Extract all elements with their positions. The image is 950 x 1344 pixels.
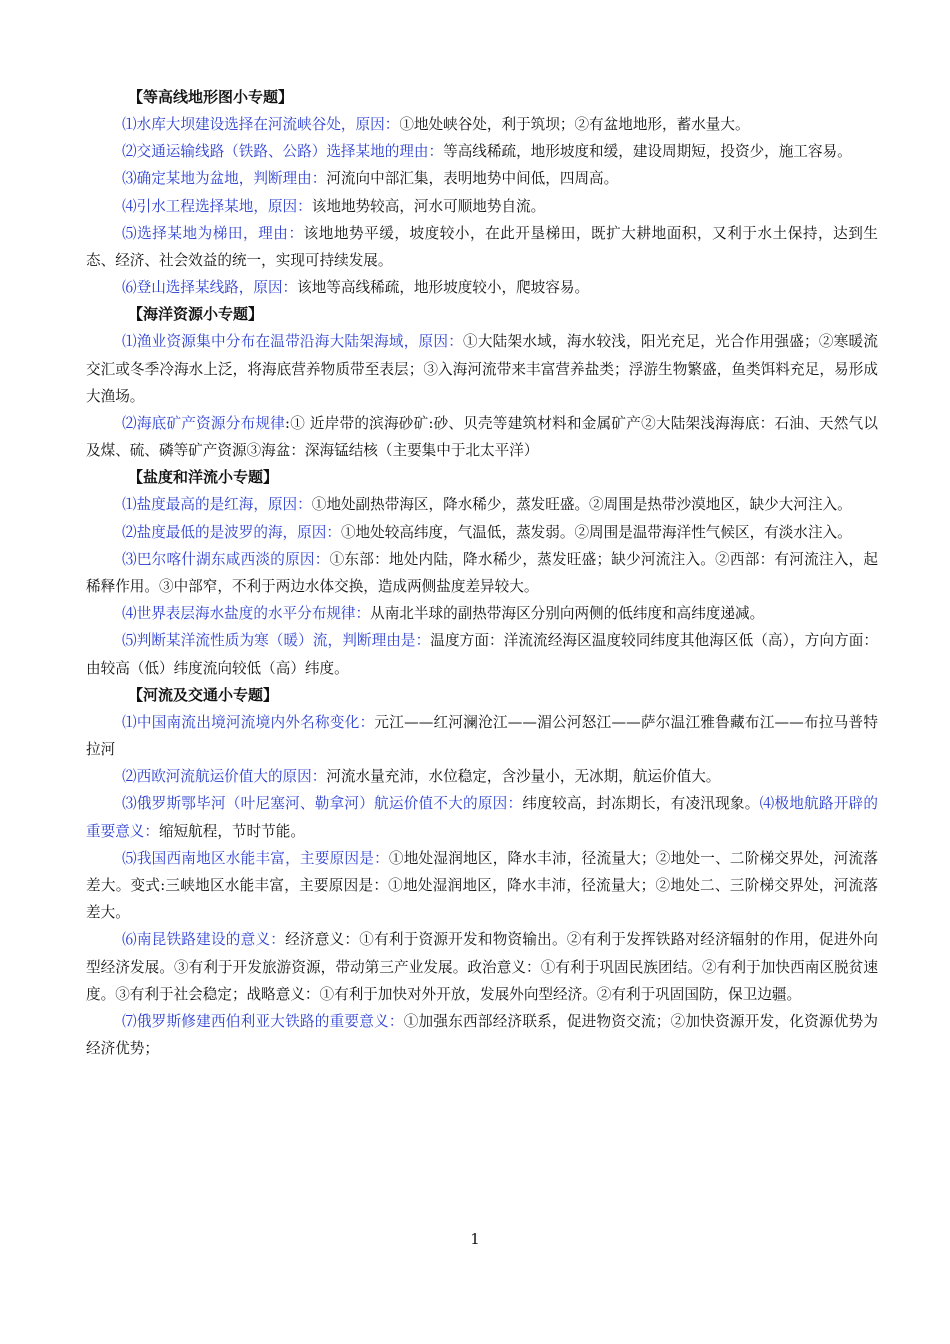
item-answer: 经济意义：①有利于资源开发和物资输出。②有利于发挥铁路对经济辐射的作用，促进外向型经济发展。③有利于开发旅游资源，带动第三产业发展。政治意义：①有利于巩固民族团结。②有利于加快西南区脱贫速度。③有利于社会稳定；战略意义：①有利于加快对外开放，发展外向型经济。②有利于巩固国防，保卫边疆。 [86, 931, 878, 1003]
list-item [86, 410, 878, 464]
item-question: 判断某洋流性质为寒（暖）流，判断理由是： [136, 632, 431, 650]
item-answer: 该地地势平缓，坡度较小，在此开垦梯田，既扩大耕地面积，又利于水土保持，达到生态、经济、社会效益的统一，实现可持续发展。 [86, 224, 878, 270]
list-item [86, 138, 878, 165]
item-number: ⑷ [122, 605, 137, 623]
list-item [86, 519, 878, 546]
item-answer: ①大陆架水域，海水较浅，阳光充足，光合作用强盛；②寒暖流交汇或冬季冷海水上泛，将海底营养物质带至表层；③入海河流带来丰富营养盐类；浮游生物繁盛，鱼类饵料充足，易形成大渔场。 [86, 333, 878, 405]
item-question: 渔业资源集中分布在温带沿海大陆架海域，原因： [136, 333, 464, 351]
item-answer: ①加强东西部经济联系，促进物资交流；②加快资源开发，化资源优势为经济优势； [86, 1013, 878, 1058]
item-question: 俄罗斯修建西伯利亚大铁路的重要意义： [136, 1013, 404, 1031]
section-title: 【河流及交通小专题】 [128, 685, 279, 704]
section-title: 【等高线地形图小专题】 [128, 88, 294, 106]
item-number: ⑵ [122, 415, 137, 433]
item-question: 登山选择某线路，原因： [136, 279, 298, 297]
item-number: ⑸ [122, 632, 137, 650]
item-question: 俄罗斯鄂毕河（叶尼塞河、勒拿河）航运价值不大的原因： [136, 795, 523, 813]
item-question: 交通运输线路（铁路、公路）选择某地的理由： [136, 143, 444, 161]
item-number: ⑷ [122, 197, 137, 215]
item-number: ⑸ [122, 849, 137, 867]
item-number: ⑴ [122, 713, 137, 731]
item-answer: ①东部：地处内陆，降水稀少，蒸发旺盛；缺少河流注入。②西部：有河流注入，起稀释作用。③中部窄，不利于两边水体交换，造成两侧盐度差异较大。 [86, 550, 878, 596]
item-question: 确定某地为盆地，判断理由： [136, 170, 327, 188]
item-answer: 河流水量充沛，水位稳定，含沙量小，无冰期，航运价值大。 [326, 768, 721, 786]
item-question-secondary: ⑷极地航路开辟的重要意义： [86, 795, 878, 840]
item-answer: 等高线稀疏，地形坡度和缓，建设周期短，投资少，施工容易。 [443, 143, 852, 161]
item-number: ⑵ [122, 768, 137, 786]
list-item [86, 111, 878, 138]
item-question: 西欧河流航运价值大的原因： [136, 768, 327, 786]
item-answer: 从南北半球的副热带海区分别向两侧的低纬度和高纬度递减。 [370, 605, 765, 623]
item-answer: ①地处峡谷处，利于筑坝；②有盆地地形，蓄水量大。 [399, 116, 750, 133]
item-number: ⑴ [122, 333, 137, 351]
item-number: ⑴ [122, 116, 137, 133]
list-item [86, 1008, 878, 1062]
item-answer: 温度方面：洋流流经海区温度较同纬度其他海区低（高），方向方面：由较高（低）纬度流向较低（高）纬度。 [86, 632, 878, 677]
section-title: 【盐度和洋流小专题】 [128, 468, 279, 487]
list-item [86, 627, 878, 681]
item-question: 南昆铁路建设的意义： [136, 931, 286, 949]
list-item [86, 193, 878, 220]
item-answer: 河流向中部汇集，表明地势中间低，四周高。 [326, 170, 619, 188]
item-answer: 元江——红河澜沧江——湄公河怒江——萨尔温江雅鲁藏布江——布拉马普特拉河 [86, 713, 878, 759]
item-number: ⑵ [122, 523, 137, 541]
item-number: ⑴ [122, 496, 137, 514]
item-number: ⑶ [122, 170, 137, 188]
list-item [86, 328, 878, 410]
list-item [86, 763, 878, 790]
list-item [86, 600, 878, 627]
list-item [86, 926, 878, 1008]
item-question: 我国西南地区水能丰富，主要原因是： [136, 849, 389, 867]
item-number: ⑹ [122, 931, 137, 949]
item-question: 世界表层海水盐度的水平分布规律： [136, 605, 371, 623]
item-question: 选择某地为梯田，理由： [137, 224, 304, 242]
item-answer: 该地地势较高，河水可顺地势自流。 [311, 197, 546, 215]
item-question: 盐度最低的是波罗的海，原因： [136, 523, 341, 541]
list-item [86, 790, 878, 844]
item-number: ⑸ [122, 224, 138, 242]
section-title: 【海洋资源小专题】 [128, 305, 264, 324]
list-item [86, 491, 878, 518]
item-answer: :① 近岸带的滨海砂矿:砂、贝壳等建筑材料和金属矿产②大陆架浅海海底：石油、天然气以及煤、硫、磷等矿产资源③海盆：深海锰结核（主要集中于北太平洋） [86, 415, 878, 460]
list-item [86, 709, 878, 763]
item-question: 引水工程选择某地，原因： [136, 197, 312, 215]
list-item [86, 546, 878, 600]
list-item [86, 165, 878, 192]
item-question: 水库大坝建设选择在河流峡谷处，原因： [136, 116, 400, 133]
document-page [86, 84, 878, 1063]
item-answer: 纬度较高，封冻期长，有凌汛现象。 [522, 795, 760, 813]
item-answer: 该地等高线稀疏，地形坡度较小，爬坡容易。 [297, 279, 590, 297]
item-answer: ①地处较高纬度，气温低，蒸发弱。②周围是温带海洋性气候区，有淡水注入。 [340, 523, 852, 541]
item-number: ⑹ [122, 279, 137, 297]
item-question: 盐度最高的是红海，原因： [136, 496, 312, 514]
item-question: 巴尔喀什湖东咸西淡的原因： [136, 550, 330, 568]
page-number: 1 [470, 1230, 480, 1248]
item-number: ⑶ [122, 795, 137, 813]
list-item [86, 845, 878, 927]
item-number: ⑵ [122, 143, 137, 161]
list-item [86, 274, 878, 301]
item-question: 中国南流出境河流境内外名称变化： [136, 713, 375, 731]
item-question: 海底矿产资源分布规律 [136, 415, 286, 433]
item-answer: ①地处副热带海区，降水稀少，蒸发旺盛。②周围是热带沙漠地区，缺少大河注入。 [311, 496, 852, 514]
item-answer: ①地处湿润地区，降水丰沛，径流量大；②地处一、二阶梯交界处，河流落差大。变式:三峡地区水能丰富，主要原因是：①地处湿润地区，降水丰沛，径流量大；②地处二、三阶梯交界处，河流落差大。 [86, 849, 878, 922]
item-number: ⑺ [122, 1013, 137, 1031]
item-number: ⑶ [122, 550, 137, 568]
list-item [86, 220, 878, 274]
item-answer-secondary: 缩短航程，节时节能。 [158, 822, 305, 840]
